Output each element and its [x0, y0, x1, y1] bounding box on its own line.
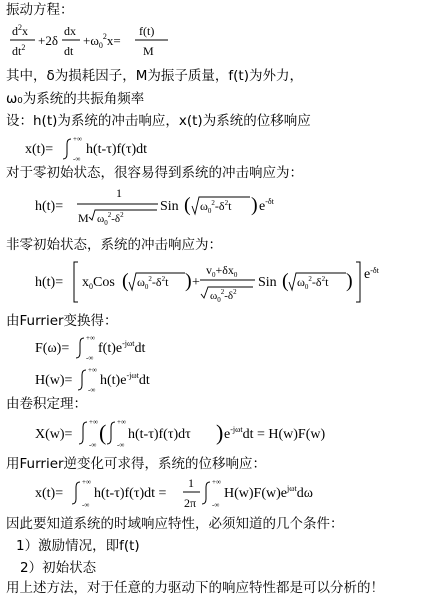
svg-text:h(t)=: h(t)=	[35, 275, 64, 290]
svg-text:h(t-τ)f(τ)dτ: h(t-τ)f(τ)dτ	[128, 427, 191, 442]
svg-text:): )	[251, 194, 258, 216]
let-line: 设：h(t)为系统的冲击响应，x(t)为系统的位移响应	[6, 113, 311, 129]
svg-text:): )	[185, 270, 192, 292]
svg-text:H(w)=: H(w)=	[35, 373, 73, 388]
svg-text:e-jωtdt = H(w)F(w): $e^{-j\omega t}dt = H(w)F(w)$	[224, 425, 326, 442]
svg-text:+∞: +∞	[82, 478, 91, 486]
svg-text:h(t-τ)f(τ)dt =: h(t-τ)f(τ)dt =	[94, 486, 167, 501]
svg-text:h(t)e-jωtdt: $h(t)e^{-j\omega t}dt$	[100, 371, 150, 388]
svg-text:dt2: $dt^2$	[12, 43, 26, 58]
svg-text:ω02-δ2: $\omega_0^2-\delta^2$	[97, 211, 124, 227]
svg-text:d2x: $d^2x$	[12, 23, 28, 38]
conclusion-line: 用上述方法，对于任意的力驱动下的响应特性都是可以分析的！	[6, 580, 384, 596]
svg-text:-∞: -∞	[82, 501, 90, 509]
svg-text:ω02-δ2t: $\omega_0^2-\delta^2t$	[297, 275, 329, 291]
svg-text:+∞: +∞	[212, 478, 221, 486]
svg-text:e-δt: $e^{-\delta t}$	[364, 266, 379, 282]
svg-text:+∞: +∞	[117, 418, 126, 426]
svg-text:-∞: -∞	[88, 386, 96, 394]
svg-text:+∞: +∞	[89, 418, 98, 426]
svg-text:+: +	[192, 275, 200, 290]
svg-text:-∞: -∞	[212, 501, 220, 509]
svg-text:+∞: +∞	[73, 135, 82, 143]
equation-fourier-h	[0, 364, 428, 394]
nonzero-init-line: 非零初始状态，系统的冲击响应为：	[6, 237, 222, 253]
svg-text:M: M	[143, 44, 154, 58]
svg-text:x0Cos: $x_0Cos$	[82, 275, 115, 291]
svg-text:H(w)F(w)ejωtdω: $H(w)F(w)e^{j\omega t}d\omega$	[224, 484, 313, 501]
svg-text:1: 1	[188, 476, 194, 490]
svg-text:x(t)=: x(t)=	[25, 142, 54, 157]
svg-text:h(t)=: h(t)=	[35, 199, 64, 214]
svg-text:-∞: -∞	[117, 441, 125, 449]
convolution-line: 由卷积定理：	[6, 396, 87, 412]
svg-text:2π: 2π	[184, 496, 197, 510]
svg-text:(: (	[282, 270, 289, 292]
svg-text:v0+δx0: $v_0+\delta x_0$	[206, 263, 238, 279]
svg-text:M: M	[78, 211, 89, 225]
condition-2: 2）初始状态	[20, 560, 97, 576]
svg-text:-∞: -∞	[73, 155, 81, 163]
svg-text:1: 1	[116, 186, 122, 200]
svg-text:(: (	[184, 194, 191, 216]
svg-text:ω02-δ2t: $\omega_0^2-\delta^2t$	[200, 199, 232, 215]
svg-text:X(w)=: X(w)=	[35, 427, 73, 442]
heading-vibration-equation: 振动方程：	[6, 2, 74, 18]
where-line: 其中，δ为损耗因子，M为振子质量，f(t)为外力，	[6, 68, 303, 84]
equation-inverse-fourier	[0, 474, 428, 514]
omega-line: ω₀为系统的共振角频率	[6, 91, 145, 107]
equation-vibration	[0, 22, 428, 66]
equation-impulse-nonzero-init	[0, 256, 428, 308]
equation-convolution-theorem	[0, 416, 428, 450]
fourier-line: 由Furrier变换得：	[6, 313, 118, 329]
svg-text:e-δt: $e^{-\delta t}$	[259, 197, 274, 214]
svg-text:dt: dt	[64, 44, 74, 58]
svg-text:x(t)=: x(t)=	[35, 486, 64, 501]
svg-text:Sin: Sin	[160, 199, 179, 214]
equation-displacement-convolution	[0, 133, 428, 163]
svg-text:+2δ: +2δ	[38, 33, 58, 48]
svg-text:dx: dx	[64, 24, 76, 38]
svg-text:f(t): f(t)	[139, 24, 155, 38]
equation-impulse-zero-init	[0, 184, 428, 230]
zero-init-line: 对于零初始状态，很容易得到系统的冲击响应为：	[6, 165, 303, 181]
svg-text:(: (	[99, 420, 107, 445]
conditions-line: 因此要知道系统的时域响应特性，必须知道的几个条件：	[6, 516, 344, 532]
svg-text:F(ω)=: F(ω)=	[35, 341, 70, 356]
svg-text:Sin: Sin	[258, 275, 277, 290]
svg-text:ω02-δ2t: $\omega_0^2-\delta^2t$	[137, 275, 169, 291]
svg-text:+ω02x=: $+\omega_0^2x=$	[83, 32, 121, 50]
svg-text:-∞: -∞	[89, 441, 97, 449]
svg-text:(: (	[122, 270, 129, 292]
inverse-fourier-line: 用Furrier逆变化可求得，系统的位移响应：	[6, 456, 267, 472]
svg-text:+∞: +∞	[86, 334, 95, 342]
svg-text:): )	[346, 270, 353, 292]
condition-1: 1）激励情况，即f(t)	[16, 538, 140, 554]
svg-text:f(t)e-jωtdt: $f(t)e^{-j\omega t}dt$	[98, 339, 146, 356]
svg-text:-∞: -∞	[86, 354, 94, 362]
svg-text:h(t-τ)f(τ)dt: h(t-τ)f(τ)dt	[86, 142, 148, 157]
svg-text:): )	[216, 420, 224, 445]
equation-fourier-f	[0, 332, 428, 362]
svg-text:ω02-δ2: $\omega_0^2-\delta^2$	[210, 288, 237, 304]
svg-text:+∞: +∞	[88, 366, 97, 374]
